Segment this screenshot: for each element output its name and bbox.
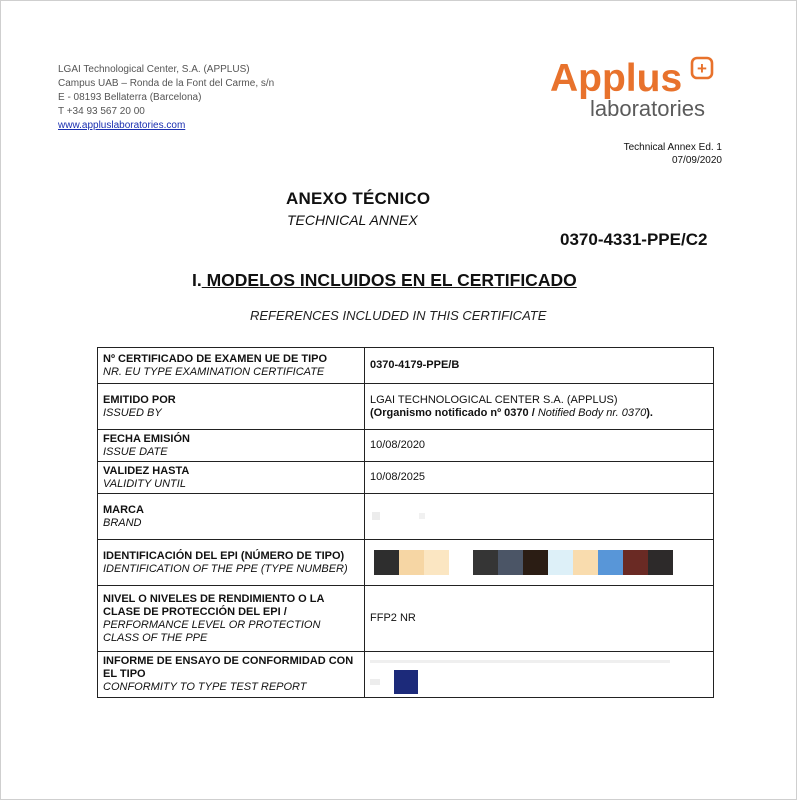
- sender-company: LGAI Technological Center, S.A. (APPLUS): [58, 64, 250, 75]
- table-row-issue-date: [98, 430, 714, 462]
- issued-by-label-es: EMITIDO POR: [103, 393, 176, 406]
- issued-by-label-cell: [98, 384, 365, 430]
- test-report-faded-text: [370, 679, 380, 685]
- issue-date-label-en: ISSUE DATE: [103, 445, 168, 458]
- sender-address-block: [58, 63, 274, 133]
- validity-label-cell: [98, 462, 365, 494]
- ppe-id-redaction-block: [623, 550, 648, 575]
- document-title: ANEXO TÉCNICO: [286, 189, 431, 208]
- ppe-id-redaction-block: [648, 550, 673, 575]
- logo-sub-text: laboratories: [590, 96, 705, 121]
- issue-date-value: 10/08/2020: [365, 430, 714, 462]
- section-subtitle: REFERENCES INCLUDED IN THIS CERTIFICATE: [250, 308, 547, 323]
- annex-edition: Technical Annex Ed. 1: [623, 142, 722, 153]
- issued-by-value-cell: [365, 384, 714, 430]
- brand-redaction-mark: [372, 512, 380, 520]
- test-report-redaction-block: [394, 670, 418, 694]
- section-title: MODELOS INCLUIDOS EN EL CERTIFICADO: [201, 270, 577, 290]
- table-row-issued-by: [98, 384, 714, 430]
- table-row-ppe-id: [98, 540, 714, 586]
- issue-date-label-cell: [98, 430, 365, 462]
- ppe-id-label-cell: [98, 540, 365, 586]
- test-report-redaction-line: [370, 670, 708, 694]
- performance-label-es: NIVEL O NIVELES DE RENDIMIENTO O LA CLASE DE PROTECCIÓN DEL EPI /: [103, 592, 325, 618]
- brand-label-en: BRAND: [103, 516, 142, 529]
- issued-by-value-line2: [370, 407, 708, 420]
- issued-by-value-line1: LGAI TECHNOLOGICAL CENTER S.A. (APPLUS): [370, 393, 618, 406]
- certificate-number: 0370-4331-PPE/C2: [560, 230, 708, 249]
- brand-redaction-mark: [419, 513, 425, 519]
- document-subtitle: TECHNICAL ANNEX: [287, 212, 418, 228]
- sender-address-line1: Campus UAB – Ronda de la Font del Carme, s/n: [58, 78, 275, 89]
- certificate-info-table: [97, 347, 714, 698]
- validity-label-en: VALIDITY UNTIL: [103, 477, 186, 490]
- annex-date: 07/09/2020: [671, 155, 722, 166]
- table-row-validity: [98, 462, 714, 494]
- issued-by-notified-en: Notified Body nr. 0370: [537, 406, 647, 419]
- brand-label-cell: [98, 494, 365, 540]
- table-row-performance: [98, 586, 714, 652]
- logo-plus-icon: +: [697, 59, 707, 78]
- issued-by-label-en: ISSUED BY: [103, 406, 162, 419]
- performance-value: FFP2 NR: [365, 586, 714, 652]
- test-report-value-redacted: [365, 652, 714, 698]
- issued-by-tail: ).: [646, 406, 653, 419]
- cert-exam-label-cell: [98, 348, 365, 384]
- sender-phone: T +34 93 567 20 00: [58, 106, 145, 117]
- issued-by-notified-es: (Organismo notificado nº 0370 /: [370, 406, 538, 419]
- ppe-id-redaction-block: [399, 550, 424, 575]
- logo-brand-text: Applus: [550, 57, 683, 100]
- section-heading: [192, 270, 577, 291]
- validity-label-es: VALIDEZ HASTA: [103, 464, 190, 477]
- performance-label-en: PERFORMANCE LEVEL OR PROTECTION CLASS OF THE PPE: [103, 618, 321, 644]
- ppe-id-redaction-block: [498, 550, 523, 575]
- cert-exam-value: 0370-4179-PPE/B: [365, 348, 714, 384]
- test-report-label-es: INFORME DE ENSAYO DE CONFORMIDAD CON EL TIPO: [103, 655, 354, 680]
- ppe-id-redaction-block: [598, 550, 623, 575]
- brand-value-redacted: [365, 494, 714, 540]
- cert-exam-label-en: NR. EU TYPE EXAMINATION CERTIFICATE: [103, 365, 325, 378]
- test-report-faded-text: [370, 660, 670, 663]
- sender-address-line2: E - 08193 Bellaterra (Barcelona): [58, 92, 202, 103]
- ppe-id-label-en: IDENTIFICATION OF THE PPE (TYPE NUMBER): [103, 562, 348, 575]
- test-report-redaction-line: [370, 656, 708, 668]
- validity-value: 10/08/2025: [365, 462, 714, 494]
- table-row-cert-exam: [98, 348, 714, 384]
- cert-exam-label-es: Nº CERTIFICADO DE EXAMEN UE DE TIPO: [103, 352, 328, 365]
- ppe-id-redaction-block: [424, 550, 449, 575]
- sender-website-link[interactable]: www.appluslaboratories.com: [58, 120, 186, 131]
- table-row-brand: [98, 494, 714, 540]
- test-report-label-en: CONFORMITY TO TYPE TEST REPORT: [103, 681, 307, 693]
- ppe-id-redaction-block: [573, 550, 598, 575]
- issue-date-label-es: FECHA EMISIÓN: [103, 432, 190, 445]
- ppe-id-redaction-block: [523, 550, 548, 575]
- table-row-test-report: [98, 652, 714, 698]
- ppe-id-redaction-block: [473, 550, 498, 575]
- ppe-id-redaction-block: [548, 550, 573, 575]
- ppe-id-label-es: IDENTIFICACIÓN DEL EPI (NÚMERO DE TIPO): [103, 549, 345, 562]
- applus-laboratories-logo: [546, 49, 732, 121]
- ppe-id-redaction-block: [374, 550, 399, 575]
- annex-reference: [624, 141, 722, 167]
- performance-label-cell: [98, 586, 365, 652]
- section-numeral: I.: [192, 270, 202, 290]
- ppe-id-value-redacted: [365, 540, 714, 586]
- test-report-label-cell: [98, 652, 365, 698]
- brand-label-es: MARCA: [103, 503, 144, 516]
- ppe-id-redaction-bar: [370, 550, 708, 576]
